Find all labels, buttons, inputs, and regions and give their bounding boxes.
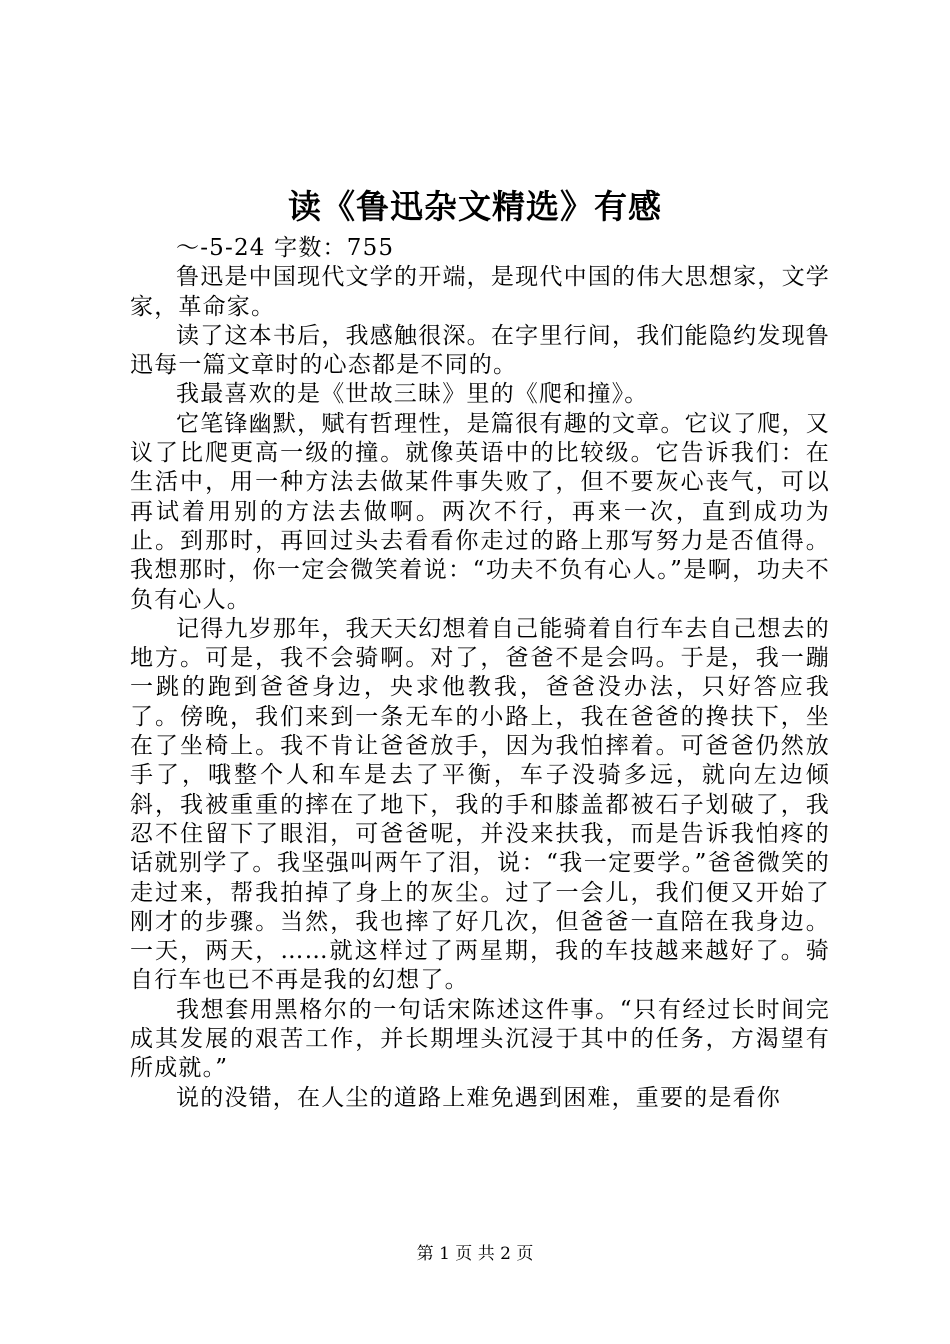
paragraph: 记得九岁那年，我天天幻想着自己能骑着自行车去自己想去的地方。可是，我不会骑啊。对了，爸爸不是会吗。于是，我一蹦一跳的跑到爸爸身边，央求他教我，爸爸没办法，只好答应我了。傍晚，我们来到一条无车的小路上，我在爸爸的搀扶下，坐在了坐椅上。我不肯让爸爸放手，因为我怕摔着。可爸爸仍然放手了，哦整个人和车是去了平衡，车子没骑多远，就向左边倾斜，我被重重的摔在了地下，我的手和膝盖都被石子划破了，我忍不住留下了眼泪，可爸爸呢，并没来扶我，而是告诉我怕疼的话就别学了。我坚强叫两午了泪，说：“我一定要学。”爸爸微笑的走过来，帮我拍掉了身上的灰尘。过了一会儿，我们便又开始了刚才的步骤。当然，我也摔了好几次，但爸爸一直陪在我身边。一天，两天，……就这样过了两星期，我的车技越来越好了。骑自行车也已不再是我的幻想了。 xyxy=(130,615,830,994)
paragraph: 鲁迅是中国现代文学的开端，是现代中国的伟大思想家，文学家，革命家。 xyxy=(130,264,830,320)
paragraph: 我想套用黑格尔的一句话宋陈述这件事。“只有经过长时间完成其发展的艰苦工作，并长期埋头沉浸于其中的任务，方渴望有所成就。” xyxy=(130,996,830,1082)
paragraph: 读了这本书后，我感触很深。在字里行间，我们能隐约发现鲁迅每一篇文章时的心态都是不同的。 xyxy=(130,322,830,379)
page-footer: 第 1 页 共 2 页 xyxy=(416,1244,534,1264)
paragraph: 说的没错，在人尘的道路上难免遇到困难，重要的是看你 xyxy=(176,1084,781,1111)
paragraph: 我最喜欢的是《世故三昧》里的《爬和撞》。 xyxy=(176,381,649,408)
paragraph: 它笔锋幽默，赋有哲理性，是篇很有趣的文章。它议了爬，又议了比爬更高一级的撞。就像英语中的比较级。它告诉我们：在生活中，用一种方法去做某件事失败了，但不要灰心丧气，可以再试着用别的方法去做啊。两次不行，再来一次，直到成功为止。到那时，再回过头去看看你走过的路上那写努力是否值得。我想那时，你一定会微笑着说：“功夫不负有心人。”是啊，功夫不负有心人。 xyxy=(130,410,830,613)
document-title: 读《鲁迅杂文精选》有感 xyxy=(288,187,662,226)
document-body xyxy=(130,234,830,1113)
meta-line: ～-5-24 字数：755 xyxy=(176,235,395,261)
